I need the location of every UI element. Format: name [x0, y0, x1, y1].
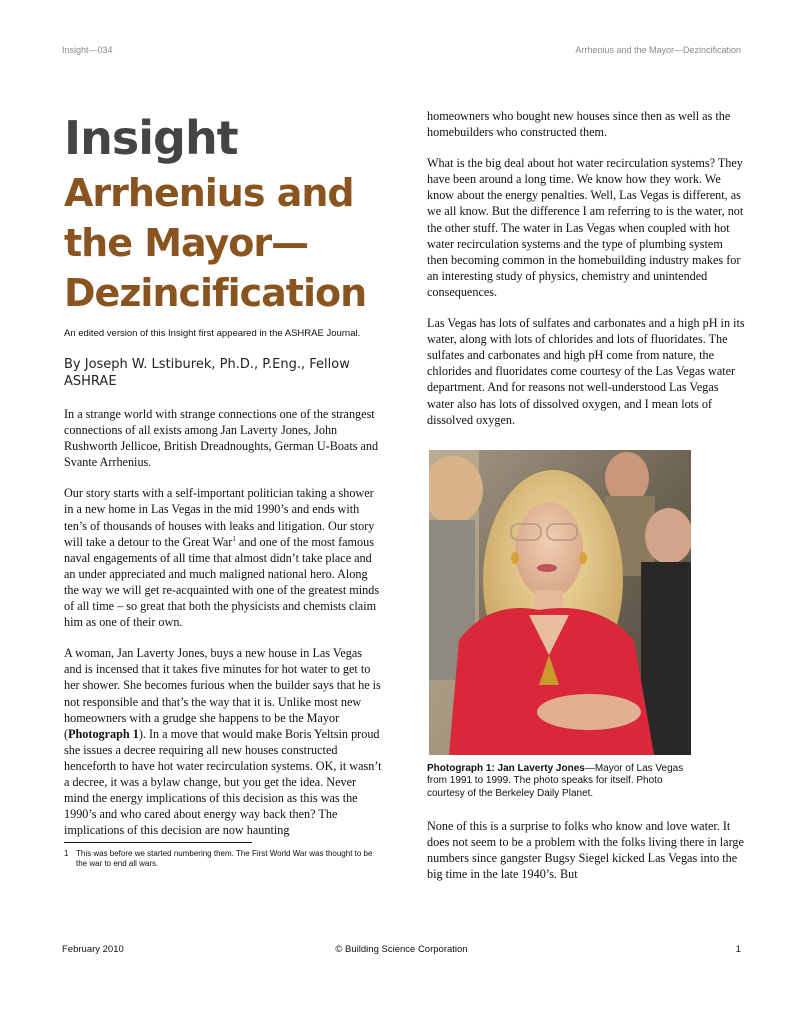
- title-line-1: Arrhenius and: [64, 171, 354, 215]
- title-line-2: the Mayor—: [64, 221, 309, 265]
- paragraph-text: A woman, Jan Laverty Jones, buys a new house in Las Vegas and is incensed that it takes five minutes for hot water to get to her shower. She becomes furious when the builder says that he is not responsible and that’s the way that it is. Unlike most new homeowners with a grudge she happens to be the Mayor (: [64, 646, 381, 741]
- paragraph-text: Our story starts with a self-important politician taking a shower in a new home in Las Vegas in the mid 1990’s and ends with ten’s of thousands of houses with leaks and litigation. Our story will take a detour to the Great War: [64, 486, 375, 549]
- photograph: [429, 450, 691, 755]
- photo-caption: [427, 763, 687, 801]
- header-left: Insight—034: [62, 45, 113, 55]
- footnote: [64, 849, 382, 869]
- paragraph: Las Vegas has lots of sulfates and carbonates and a high pH in its water, along with lots of chlorides and lots of fluoridates. The sulfates and carbonates and high pH come from nature, the chlorides and fluoridates come courtesy of the Las Vegas water department. And for reasons not well-understood Las Vegas water also has lots of dissolved oxygen, and I mean lots of dissolved oxygen.: [427, 316, 745, 427]
- paragraph: None of this is a surprise to folks who know and love water. It does not seem to be a problem with the folks living there in large numbers since gangster Bugsy Siegel kicked Las Vegas into the big time in the late 1940’s. But: [427, 819, 744, 882]
- left-column: [64, 112, 382, 869]
- paragraph: [64, 485, 382, 630]
- page-number: 1: [735, 944, 741, 955]
- title-line-3: Dezincification: [64, 271, 367, 315]
- photograph-illustration: [429, 450, 691, 755]
- paragraph: In a strange world with strange connections one of the strangest connections of all exists among Jan Laverty Jones, John Rushworth Jellicoe, British Dreadnoughts, German U-Boats and Svante Arrhenius.: [64, 407, 379, 470]
- footer-date: February 2010: [62, 944, 124, 955]
- right-column: [427, 108, 745, 898]
- footer-copyright: © Building Science Corporation: [335, 944, 468, 955]
- paragraph-text: The implications of this decision are now haunting: [64, 807, 338, 838]
- caption-text: —Mayor of Las Vegas from 1991 to 1999. The photo speaks for itself. Photo courtesy of the Berkeley Daily Planet.: [427, 762, 684, 799]
- series-title: Insight: [64, 111, 238, 165]
- header-right: Arrhenius and the Mayor—Dezincification: [575, 45, 741, 55]
- running-footer: [62, 944, 741, 958]
- article-title: [64, 168, 382, 318]
- running-header: [62, 45, 741, 59]
- paragraph: homeowners who bought new houses since then as well as the homebuilders who constructed them.: [427, 109, 731, 140]
- paragraph: What is the big deal about hot water recirculation systems? They have been around a long time. We know how they work. We know about the energy penalties. Well, Las Vegas is different, as we all know. But the difference I am referring to is the water, not the other stuff. The water in Las Vegas when coupled with hot water recirculation systems and the type of plumbing system then becoming common in the homebuilding industry makes for an interesting study of physics, chemistry and unintended consequences.: [427, 156, 744, 299]
- paragraph: [64, 645, 382, 838]
- paragraph-text: ). In a move that would make Boris Yeltsin proud she issues a decree requiring all new houses constructed henceforth to have hot water recirculation systems. OK, it wasn’t a decree, it was a bylaw change, but you get the idea. Never mind the energy implications of this decision as this was the 1990’s and who cared about energy way back then?: [64, 726, 382, 822]
- caption-title: Photograph 1: Jan Laverty Jones: [427, 762, 585, 774]
- footnote-divider: [64, 842, 252, 843]
- footnote-ref[interactable]: 1: [232, 534, 236, 543]
- byline: By Joseph W. Lstiburek, Ph.D., P.Eng., Fellow ASHRAE: [64, 357, 350, 389]
- edited-note: An edited version of this Insight first appeared in the ASHRAE Journal.: [64, 328, 361, 339]
- footnote-text: This was before we started numbering them. The First World War was thought to be the war to end all wars.: [76, 849, 373, 869]
- photo-reference: Photograph 1: [68, 726, 139, 741]
- paragraph-text: and one of the most famous naval engagements of all time that almost didn’t take place and an under appreciated and much maligned national hero. Along the way we will get re-acquainted with one of the greatest minds of all time – so great that both the physicists and chemists claim him as one of their own.: [64, 534, 380, 630]
- footnote-number: 1: [64, 849, 69, 859]
